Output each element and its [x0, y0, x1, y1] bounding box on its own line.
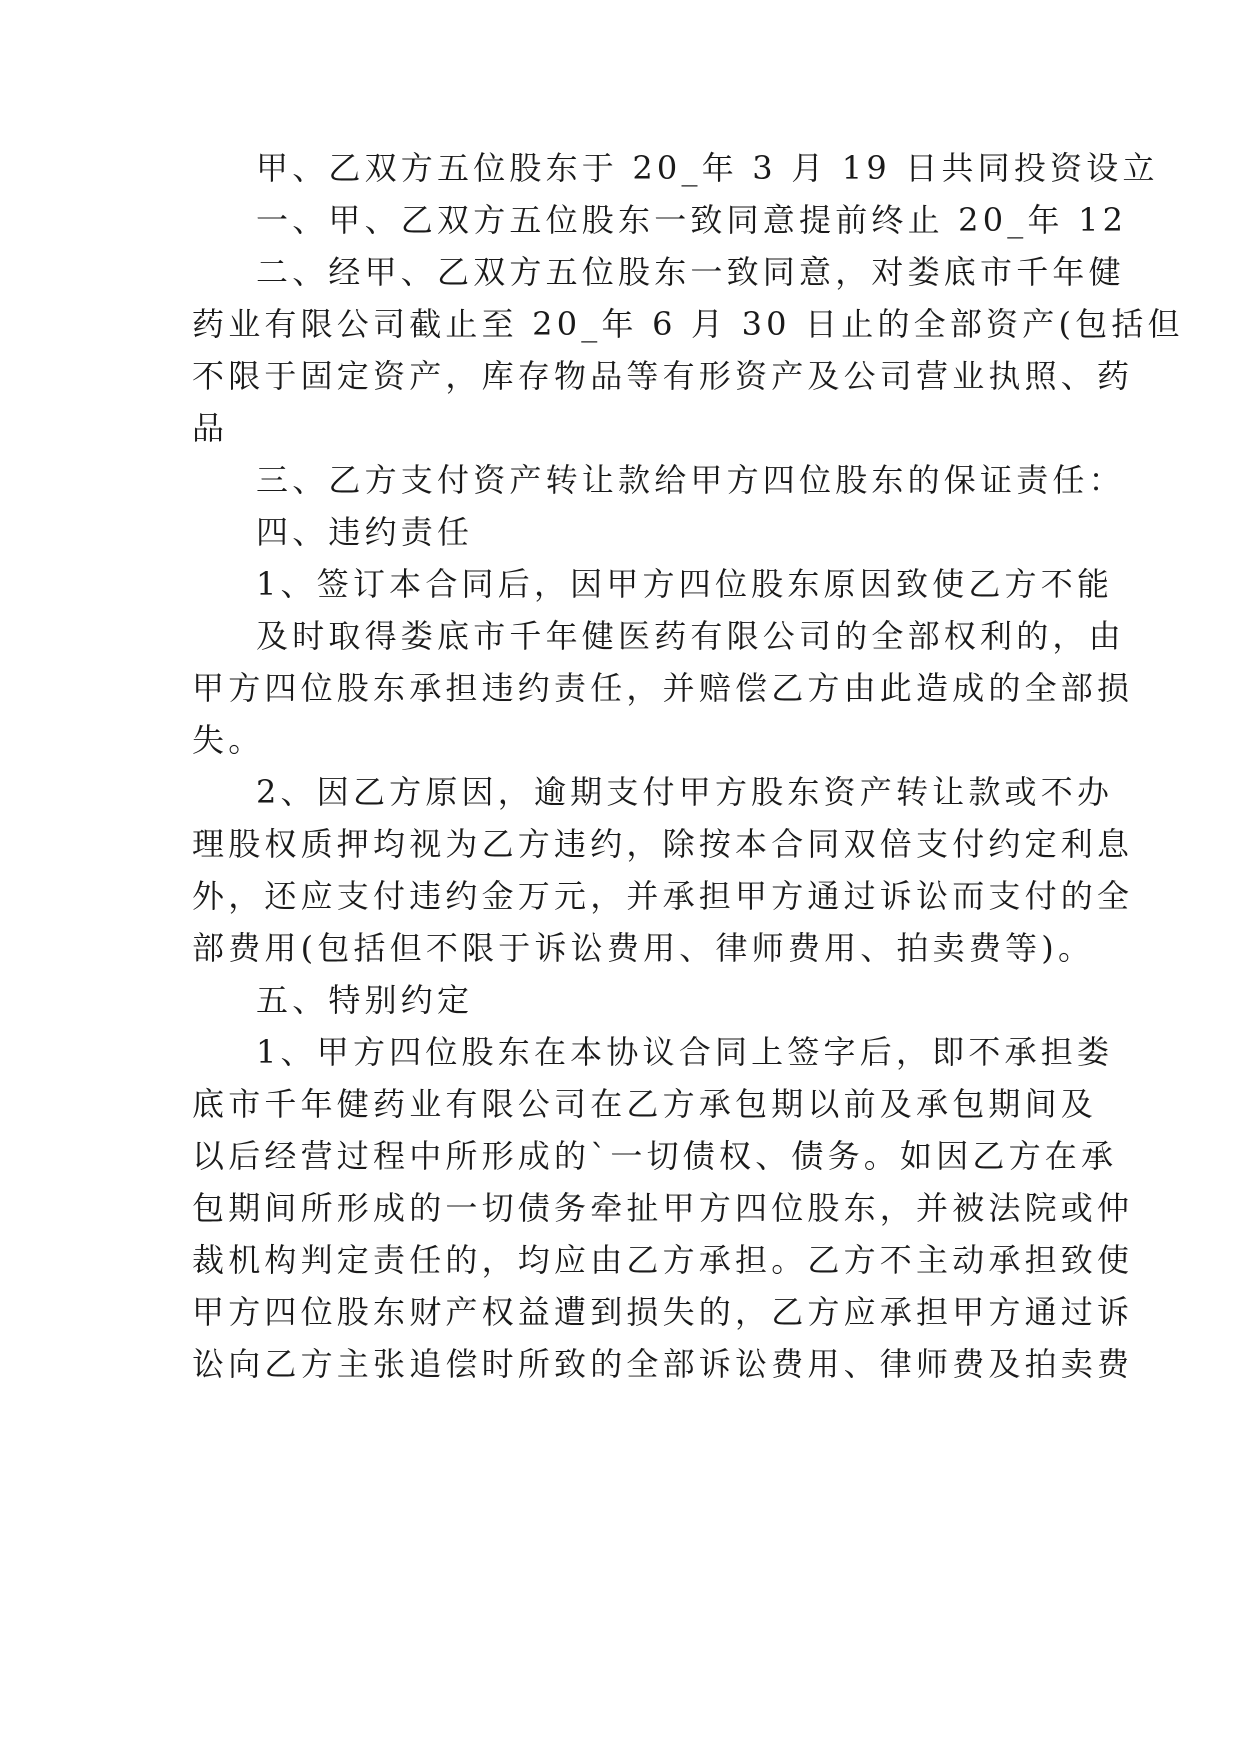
text-line: 2、因乙方原因，逾期支付甲方股东资产转让款或不办	[256, 773, 1114, 811]
text-line: 三、乙方支付资产转让款给甲方四位股东的保证责任：	[256, 461, 1125, 499]
text-line: 1、甲方四位股东在本协议合同上签字后，即不承担娄	[256, 1033, 1114, 1071]
text-line: 失。	[192, 721, 265, 759]
text-line: 裁机构判定责任的，均应由乙方承担。乙方不主动承担致使	[192, 1241, 1134, 1279]
text-line: 四、违约责任	[256, 513, 474, 551]
text-line: 外，还应支付违约金万元，并承担甲方通过诉讼而支付的全	[192, 877, 1134, 915]
text-line: 底市千年健药业有限公司在乙方承包期以前及承包期间及	[192, 1085, 1098, 1123]
text-line: 甲、乙双方五位股东于 20_年 3 月 19 日共同投资设立	[256, 149, 1159, 187]
text-line: 甲方四位股东财产权益遭到损失的，乙方应承担甲方通过诉	[192, 1293, 1134, 1331]
text-line: 及时取得娄底市千年健医药有限公司的全部权利的，由	[256, 617, 1125, 655]
text-line: 一、甲、乙双方五位股东一致同意提前终止 20_年 12	[256, 201, 1128, 239]
text-line: 药业有限公司截止至 20_年 6 月 30 日止的全部资产(包括但	[192, 305, 1184, 343]
text-line: 二、经甲、乙双方五位股东一致同意，对娄底市千年健	[256, 253, 1125, 291]
text-line: 品	[192, 409, 229, 447]
text-line: 不限于固定资产，库存物品等有形资产及公司营业执照、药	[192, 357, 1134, 395]
text-line: 以后经营过程中所形成的`一切债权、债务。如因乙方在承	[192, 1137, 1118, 1175]
text-line: 1、签订本合同后，因甲方四位股东原因致使乙方不能	[256, 565, 1114, 603]
text-line: 五、特别约定	[256, 981, 474, 1019]
text-line: 讼向乙方主张追偿时所致的全部诉讼费用、律师费及拍卖费	[192, 1345, 1134, 1383]
text-line: 包期间所形成的一切债务牵扯甲方四位股东，并被法院或仲	[192, 1189, 1134, 1227]
text-line: 部费用(包括但不限于诉讼费用、律师费用、拍卖费等)。	[192, 929, 1095, 967]
text-line: 理股权质押均视为乙方违约，除按本合同双倍支付约定利息	[192, 825, 1134, 863]
text-line: 甲方四位股东承担违约责任，并赔偿乙方由此造成的全部损	[192, 669, 1134, 707]
